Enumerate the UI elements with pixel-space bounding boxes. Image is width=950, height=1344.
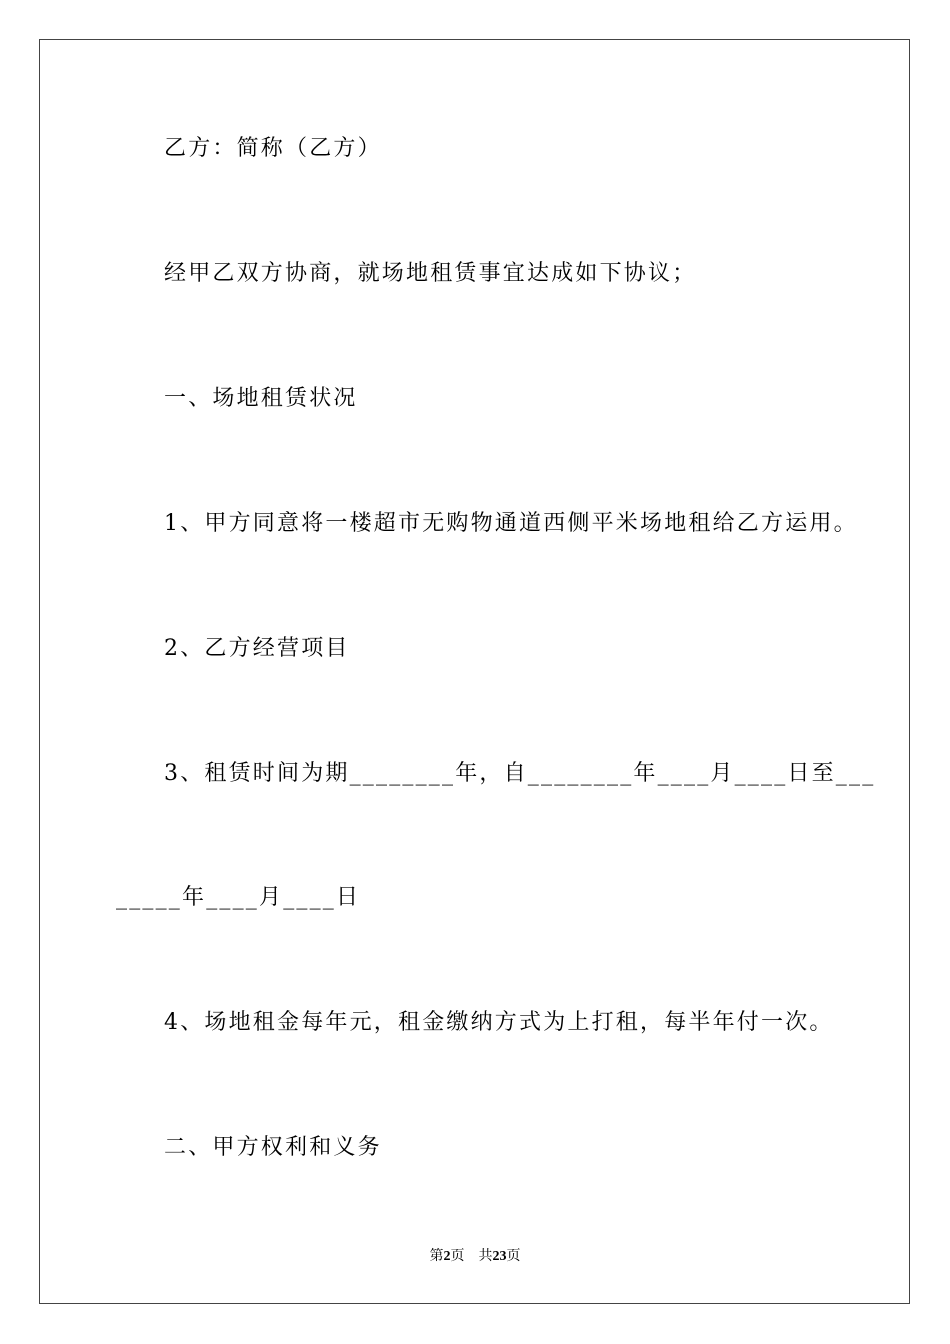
agreement-intro: 经甲乙双方协商，就场地租赁事宜达成如下协议；	[164, 261, 697, 286]
page-number: 2	[443, 1249, 451, 1264]
section-1-heading: 一、场地租赁状况	[164, 386, 358, 411]
page-prefix: 第	[429, 1248, 444, 1264]
page-frame	[39, 39, 910, 1304]
party-b-line: 乙方：简称（乙方）	[164, 136, 382, 161]
total-pages: 23	[492, 1249, 507, 1264]
section-2-heading: 二、甲方权利和义务	[164, 1135, 382, 1160]
clause-3: 3、租赁时间为期________年，自________年____月____日至___	[164, 761, 876, 786]
total-prefix: 共	[478, 1248, 493, 1264]
clause-2: 2、乙方经营项目	[164, 636, 350, 661]
clause-3-continuation: _____年____月____日	[116, 885, 361, 910]
page-footer	[0, 1246, 950, 1267]
clause-1: 1、甲方同意将一楼超市无购物通道西侧平米场地租给乙方运用。	[164, 511, 858, 536]
total-suffix: 页	[506, 1248, 521, 1264]
clause-4: 4、场地租金每年元，租金缴纳方式为上打租，每半年付一次。	[164, 1010, 834, 1035]
page-suffix: 页	[450, 1248, 465, 1264]
